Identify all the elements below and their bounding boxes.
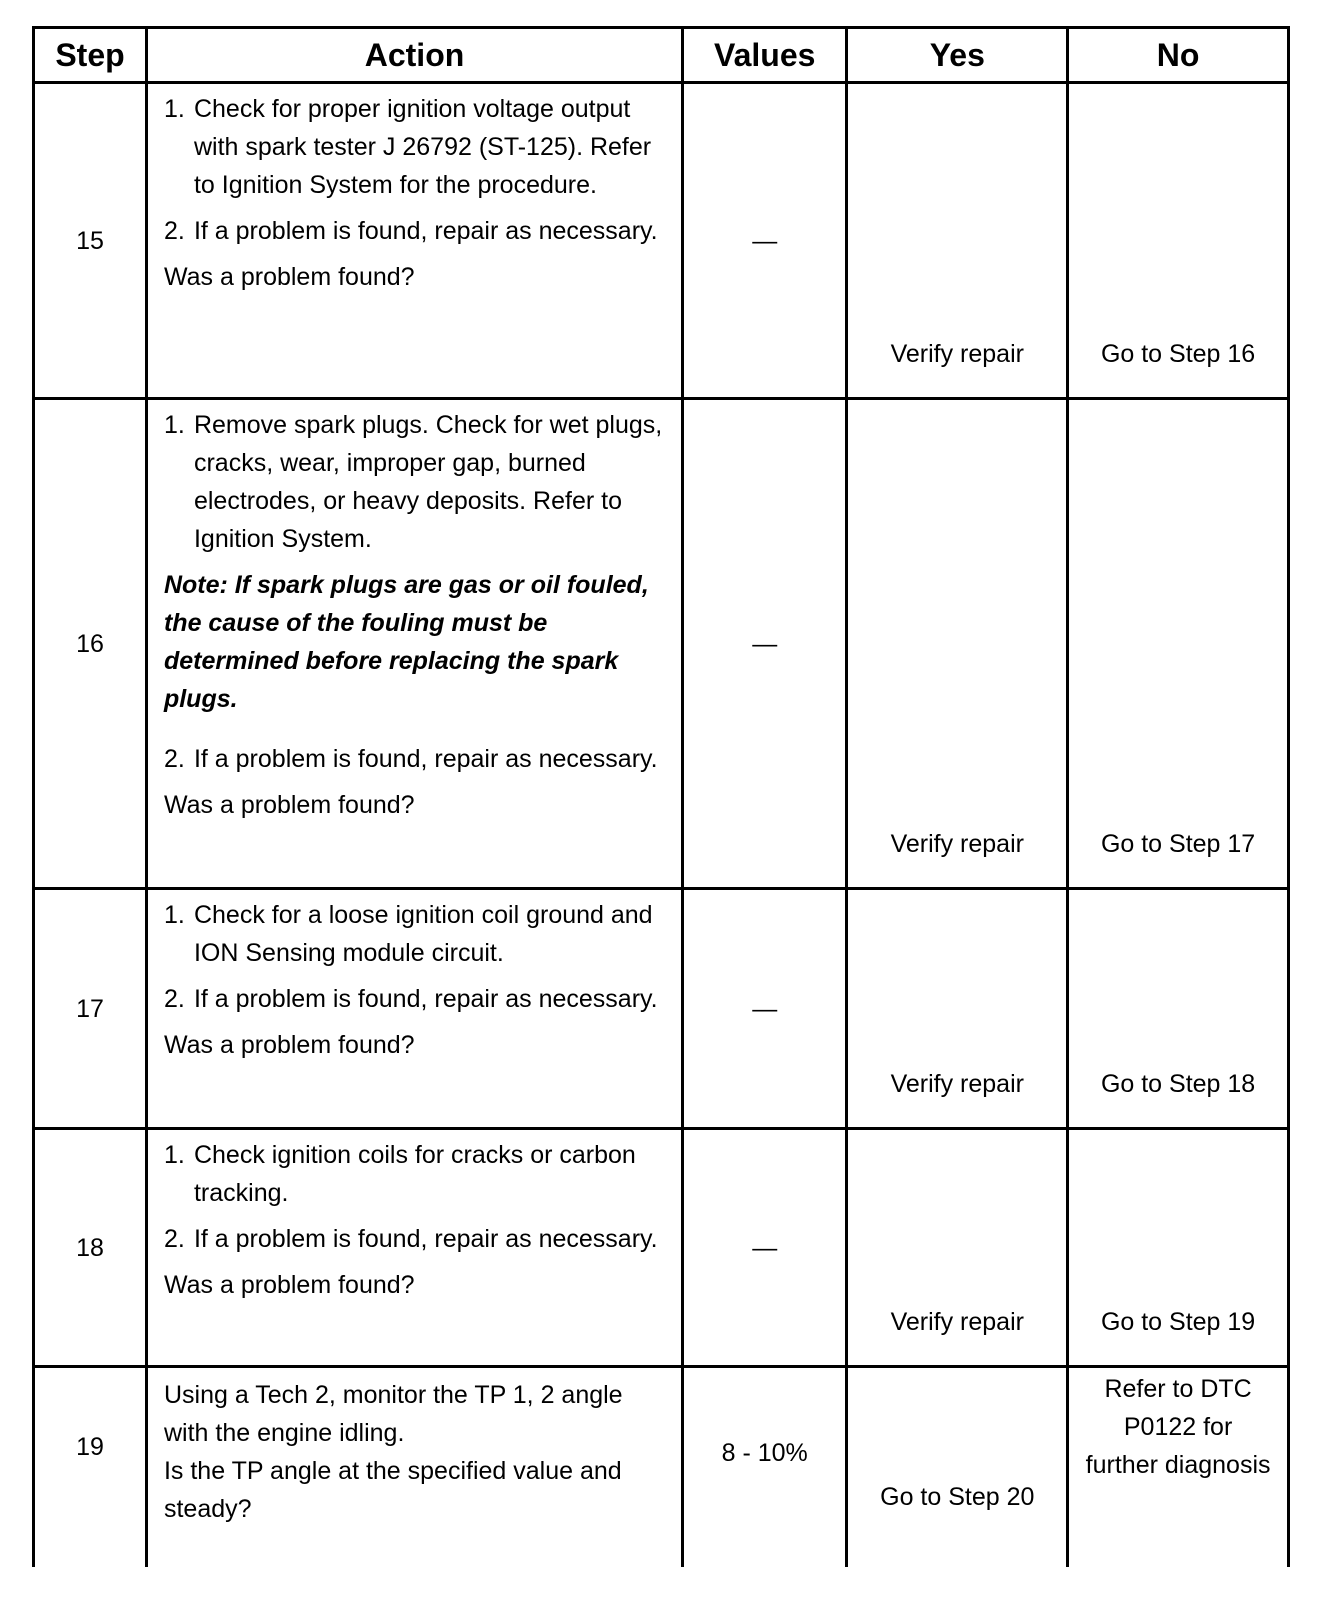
values-dash: — — [752, 994, 778, 1023]
item-text: If a problem is found, repair as necessary. — [193, 1225, 658, 1253]
action-cell — [146, 399, 682, 889]
no-cell: Go to Step 18 — [1068, 889, 1289, 1129]
item-text: Check for proper ignition voltage output with spark tester J 26792 (ST-125). Refer to Ignition System for the procedure. — [193, 95, 652, 199]
item-text: If a problem is found, repair as necessary. — [193, 985, 658, 1013]
values-dash: — — [752, 226, 778, 255]
header-action: Action — [146, 28, 682, 83]
yes-cell: Verify repair — [847, 1129, 1068, 1367]
list-item — [164, 90, 671, 204]
table-row — [34, 889, 1289, 1129]
list-item — [164, 980, 671, 1018]
item-text: Check for a loose ignition coil ground and ION Sensing module circuit. — [193, 901, 653, 967]
values-dash: — — [752, 1233, 778, 1262]
question-text: Was a problem found? — [163, 263, 415, 291]
action-cell — [146, 1367, 682, 1567]
list-item — [164, 740, 671, 778]
action-cell — [146, 889, 682, 1129]
step-number: 18 — [34, 1129, 147, 1367]
header-values: Values — [683, 28, 847, 83]
item-number: 1. — [163, 95, 185, 123]
values-cell — [683, 83, 847, 399]
no-cell: Go to Step 17 — [1068, 399, 1289, 889]
list-item — [164, 406, 671, 558]
action-list — [164, 90, 671, 250]
yes-cell: Verify repair — [847, 889, 1068, 1129]
step-number: 15 — [34, 83, 147, 399]
step-number: 16 — [34, 399, 147, 889]
yes-cell: Go to Step 20 — [847, 1367, 1068, 1567]
step-number: 17 — [34, 889, 147, 1129]
values-cell — [683, 889, 847, 1129]
item-number: 2. — [163, 745, 185, 773]
item-number: 1. — [163, 1141, 185, 1169]
no-cell: Go to Step 16 — [1068, 83, 1289, 399]
values-cell — [683, 399, 847, 889]
yes-cell: Verify repair — [847, 399, 1068, 889]
item-number: 2. — [163, 217, 185, 245]
values-range: 8 - 10% — [721, 1439, 808, 1467]
item-number: 1. — [163, 411, 185, 439]
item-text: Check ignition coils for cracks or carbon tracking. — [193, 1141, 636, 1207]
header-step: Step — [34, 28, 147, 83]
table-row — [34, 1367, 1289, 1567]
item-number: 2. — [163, 1225, 185, 1253]
action-list — [164, 1136, 671, 1258]
yes-cell: Verify repair — [847, 83, 1068, 399]
table-header-row — [34, 28, 1289, 83]
item-number: 1. — [163, 901, 185, 929]
header-no: No — [1068, 28, 1289, 83]
action-list — [164, 896, 671, 1018]
action-list — [164, 740, 671, 778]
question-text: Is the TP angle at the specified value and steady? — [163, 1457, 622, 1523]
action-cell — [146, 83, 682, 399]
list-item — [164, 896, 671, 972]
list-item — [164, 1136, 671, 1212]
step-number: 19 — [34, 1367, 147, 1567]
warning-note: Note: If spark plugs are gas or oil fouled, the cause of the fouling must be determined before replacing the spark plugs. — [163, 571, 649, 713]
table-row — [34, 399, 1289, 889]
no-cell: Go to Step 19 — [1068, 1129, 1289, 1367]
table-row — [34, 83, 1289, 399]
question-text: Was a problem found? — [163, 1271, 415, 1299]
diagnostic-table — [32, 26, 1290, 1567]
question-text: Was a problem found? — [163, 791, 415, 819]
item-text: If a problem is found, repair as necessary. — [193, 745, 658, 773]
question-text: Was a problem found? — [163, 1031, 415, 1059]
action-list — [164, 406, 671, 558]
list-item — [164, 1220, 671, 1258]
header-yes: Yes — [847, 28, 1068, 83]
table-row — [34, 1129, 1289, 1367]
values-cell — [683, 1367, 847, 1567]
item-text: Remove spark plugs. Check for wet plugs, cracks, wear, improper gap, burned electrodes, or heavy deposits. Refer to Ignition System. — [193, 411, 663, 553]
item-text: If a problem is found, repair as necessary. — [193, 217, 658, 245]
action-cell — [146, 1129, 682, 1367]
list-item — [164, 212, 671, 250]
action-text: Using a Tech 2, monitor the TP 1, 2 angle with the engine idling. — [163, 1381, 623, 1447]
no-cell: Refer to DTC P0122 for further diagnosis — [1068, 1367, 1289, 1567]
diagnostic-table-container — [32, 26, 1290, 1567]
values-dash: — — [752, 629, 778, 658]
item-number: 2. — [163, 985, 185, 1013]
values-cell — [683, 1129, 847, 1367]
